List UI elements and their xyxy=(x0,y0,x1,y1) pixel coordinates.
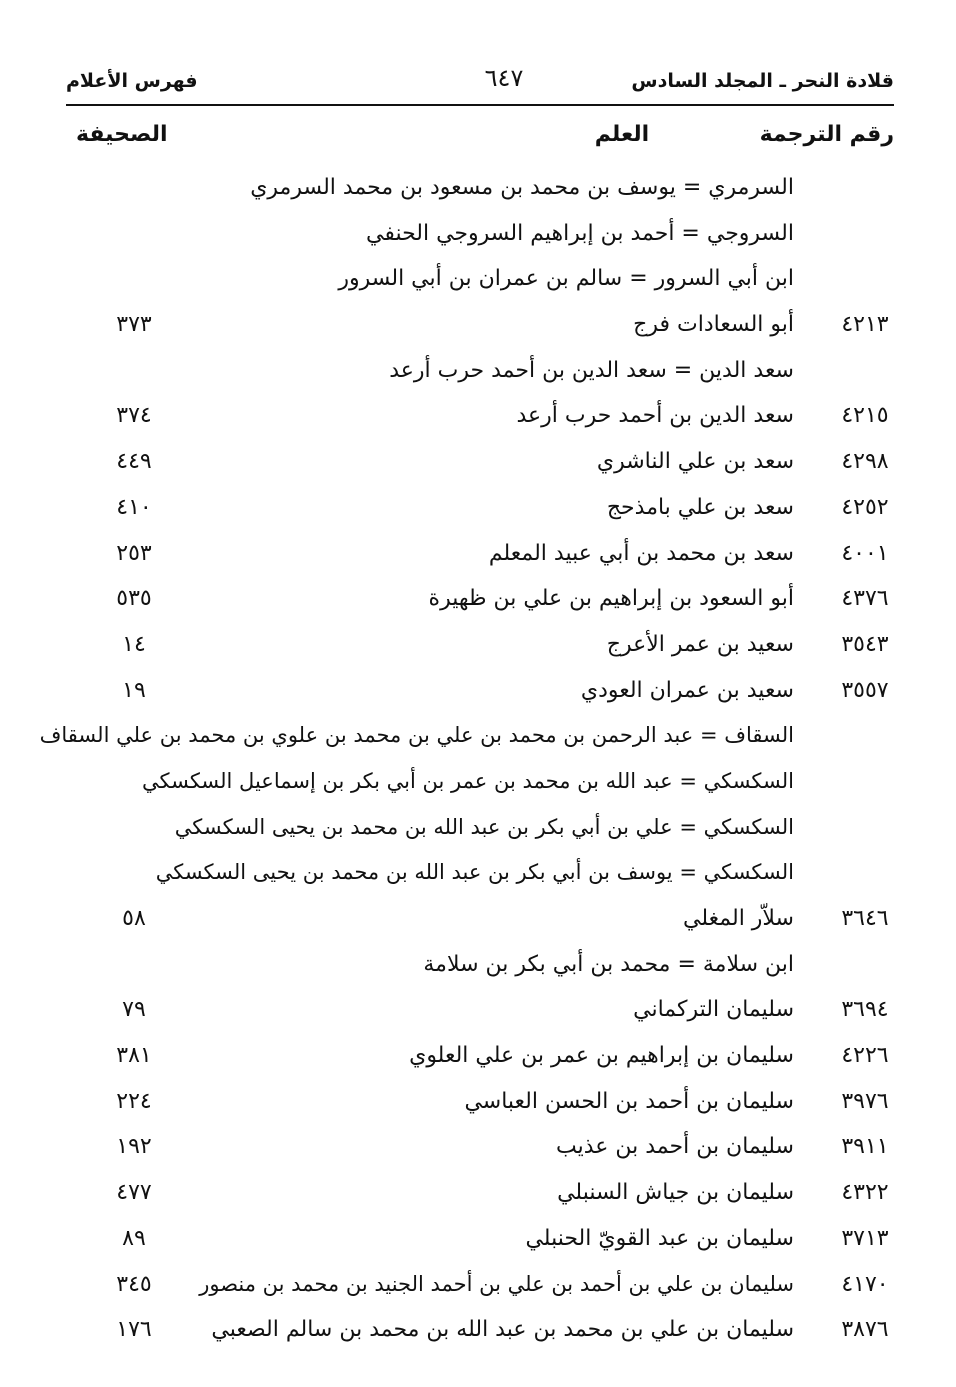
entry-name: سليمان بن علي بن محمد بن عبد الله بن محمد بن سالم الصعبي xyxy=(211,1317,794,1343)
index-entry xyxy=(66,1124,894,1170)
page-number: ٦٤٧ xyxy=(484,64,524,92)
entry-number: ٤٢١٣ xyxy=(841,312,889,338)
index-entry xyxy=(66,165,894,211)
name-header: العلم xyxy=(594,122,650,147)
entry-name: سليمان بن أحمد بن الحسن العباسي xyxy=(464,1088,794,1114)
entry-number: ٤٢٢٦ xyxy=(841,1043,889,1069)
entry-number: ٣٥٥٧ xyxy=(841,677,889,703)
book-title: قلادة النحر ـ المجلد السادس xyxy=(631,70,894,92)
entry-page: ٤٧٧ xyxy=(116,1180,152,1206)
entry-name: السكسكي = يوسف بن أبي بكر بن عبد الله بن محمد بن يحيى السكسكي xyxy=(155,860,794,885)
entry-number: ٤١٧٠ xyxy=(841,1271,889,1297)
entry-name: سعيد بن عمر الأعرج xyxy=(606,631,794,657)
index-entry xyxy=(66,896,894,942)
entry-page: ٢٢٤ xyxy=(116,1088,152,1114)
index-entry xyxy=(66,302,894,348)
entry-number: ٤٢٥٢ xyxy=(841,494,889,520)
index-entry xyxy=(66,850,894,896)
entry-name: سعد الدين بن أحمد حرب أرعد xyxy=(516,403,794,429)
entry-name: سعد بن محمد بن أبي عبيد المعلم xyxy=(488,540,794,566)
index-entry xyxy=(66,805,894,851)
index-entry xyxy=(66,1262,894,1308)
entry-page: ١٩ xyxy=(122,677,146,703)
entry-page: ١٧٦ xyxy=(116,1317,152,1343)
entry-name: سليمان بن عبد القويّ الحنبلي xyxy=(525,1225,794,1251)
index-entry xyxy=(66,759,894,805)
entry-name: سعد الدين = سعد الدين بن أحمد حرب أرعد xyxy=(389,357,794,383)
entry-page: ٨٩ xyxy=(122,1225,146,1251)
column-headers xyxy=(66,118,894,158)
index-entry xyxy=(66,622,894,668)
index-entry xyxy=(39,713,894,759)
running-header xyxy=(66,62,894,98)
entry-number-header: رقم الترجمة xyxy=(759,122,894,147)
entry-name: سليمان بن جياش السنبلي xyxy=(557,1180,794,1206)
entry-number: ٤٠٠١ xyxy=(841,540,889,566)
entry-name: سعيد بن عمران العودي xyxy=(580,677,794,703)
index-entry xyxy=(66,485,894,531)
index-entry xyxy=(66,576,894,622)
entry-number: ٣٦٩٤ xyxy=(841,997,889,1023)
index-entry xyxy=(66,668,894,714)
entry-page: ٤٤٩ xyxy=(116,449,152,475)
entry-page: ١٩٢ xyxy=(116,1134,152,1160)
entry-name: السقاف = عبد الرحمن بن محمد بن علي بن محمد بن علوي بن محمد بن علي السقاف xyxy=(39,723,794,748)
entry-name: سعد بن علي الناشري xyxy=(596,449,794,475)
index-entry xyxy=(66,1216,894,1262)
entry-number: ٤٣٢٢ xyxy=(841,1180,889,1206)
entry-page: ١٤ xyxy=(122,631,146,657)
entry-name: سليمان بن أحمد بن عذيب xyxy=(555,1134,794,1160)
index-entry xyxy=(66,439,894,485)
index-title: فهرس الأعلام xyxy=(66,70,198,92)
entry-page: ٣٧٣ xyxy=(116,312,152,338)
entry-number: ٣٥٤٣ xyxy=(841,631,889,657)
entry-name: السكسكي = علي بن أبي بكر بن عبد الله بن محمد بن يحيى السكسكي xyxy=(174,814,794,839)
index-entry xyxy=(66,1307,894,1353)
entry-name: أبو السعادات فرج xyxy=(633,312,794,338)
entry-name: سليمان بن علي بن أحمد بن علي بن أحمد الجنيد بن محمد بن منصور xyxy=(199,1271,794,1296)
entry-number: ٣٩٧٦ xyxy=(841,1088,889,1114)
entry-number: ٤٢٩٨ xyxy=(841,449,889,475)
entry-name: السروجي = أحمد بن إبراهيم السروجي الحنفي xyxy=(365,220,794,246)
entry-number: ٤٣٧٦ xyxy=(841,586,889,612)
entry-name: أبو السعود بن إبراهيم بن علي بن ظهيرة xyxy=(428,586,794,612)
entry-number: ٣٨٧٦ xyxy=(841,1317,889,1343)
entry-name: ابن سلامة = محمد بن أبي بكر بن سلامة xyxy=(423,951,794,977)
entry-number: ٣٩١١ xyxy=(841,1134,889,1160)
entry-page: ٥٨ xyxy=(122,906,146,931)
entry-name: السكسكي = عبد الله بن محمد بن عمر بن أبي بكر بن إسماعيل السكسكي xyxy=(141,768,794,793)
entry-name: السرمري = يوسف بن محمد بن مسعود بن محمد السرمري xyxy=(250,175,794,200)
entry-name: سعد بن علي بامذحج xyxy=(606,494,794,520)
index-entry xyxy=(66,1033,894,1079)
entry-number: ٤٢١٥ xyxy=(841,403,889,429)
page-header: الصحيفة xyxy=(76,122,168,147)
entry-page: ٧٩ xyxy=(122,997,146,1023)
entry-page: ٢٥٣ xyxy=(116,540,152,566)
index-entry xyxy=(66,531,894,577)
index-entry xyxy=(66,256,894,302)
index-entry xyxy=(66,987,894,1033)
index-entry xyxy=(66,348,894,394)
index-entry xyxy=(66,1170,894,1216)
index-entry xyxy=(66,1079,894,1125)
index-entry xyxy=(66,942,894,988)
entry-name: سلاّر المغلي xyxy=(683,906,794,931)
index-entry xyxy=(66,211,894,257)
entry-name: ابن أبي السرور = سالم بن عمران بن أبي السرور xyxy=(338,266,794,292)
entry-number: ٣٦٤٦ xyxy=(841,906,889,931)
entry-page: ٤١٠ xyxy=(116,494,152,520)
index-entries xyxy=(39,165,894,1353)
entry-page: ٥٣٥ xyxy=(116,586,152,612)
entry-name: سليمان التركماني xyxy=(633,997,794,1023)
entry-page: ٣٧٤ xyxy=(116,403,152,429)
index-entry xyxy=(66,393,894,439)
entry-page: ٣٨١ xyxy=(116,1043,152,1069)
header-rule xyxy=(66,104,894,106)
entry-name: سليمان بن إبراهيم بن عمر بن علي العلوي xyxy=(409,1043,794,1069)
entry-number: ٣٧١٣ xyxy=(841,1225,889,1251)
entry-page: ٣٤٥ xyxy=(116,1271,152,1297)
